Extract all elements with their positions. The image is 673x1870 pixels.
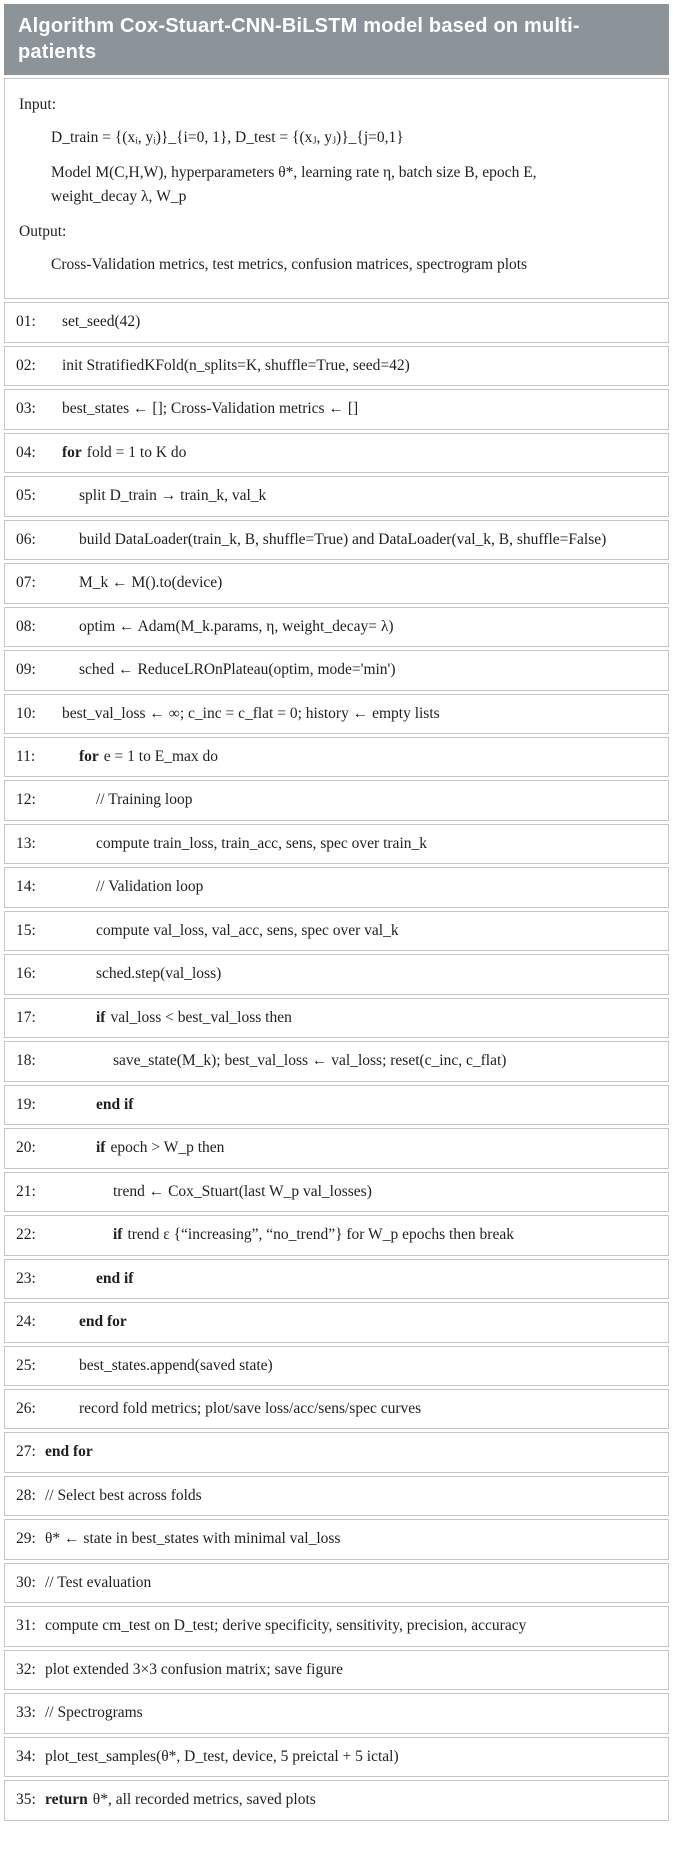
line-content xyxy=(45,398,658,420)
input-line: Model M(C,H,W), hyperparameters θ*, learning rate η, batch size B, epoch E, weight_decay λ, W_p xyxy=(51,164,537,205)
line-content xyxy=(45,1615,658,1637)
algorithm-line xyxy=(4,1215,669,1255)
line-content xyxy=(45,920,658,942)
algorithm-line xyxy=(4,1128,669,1168)
algorithm-line xyxy=(4,1476,669,1516)
line-number: 24: xyxy=(16,1313,36,1331)
line-content xyxy=(45,1050,658,1072)
line-number: 06: xyxy=(16,530,36,548)
line-number: 19: xyxy=(16,1095,36,1113)
line-text: best_states ← []; Cross-Validation metrics ← [] xyxy=(62,400,359,418)
line-content xyxy=(45,1007,658,1029)
line-content xyxy=(45,1137,658,1159)
line-text: trend ε {“increasing”, “no_trend”} for W_p epochs then break xyxy=(127,1226,514,1244)
algorithm-line xyxy=(4,1519,669,1559)
algorithm-line xyxy=(4,607,669,647)
line-content xyxy=(45,1441,658,1463)
line-number: 08: xyxy=(16,617,36,635)
algorithm-line xyxy=(4,1606,669,1646)
line-text: sched ← ReduceLROnPlateau(optim, mode='min') xyxy=(79,661,396,679)
line-content xyxy=(45,1746,658,1768)
input-label: Input: xyxy=(19,95,57,113)
line-text: optim ← Adam(M_k.params, η, weight_decay= λ) xyxy=(79,617,394,635)
line-text: e = 1 to E_max do xyxy=(103,747,219,765)
input-line: D_train = {(xᵢ, yᵢ)}_{i=0, 1}, D_test = {(xⱼ, yⱼ)}_{j=0,1} xyxy=(51,129,404,147)
line-number: 35: xyxy=(16,1791,36,1809)
line-number: 27: xyxy=(16,1443,36,1461)
line-content xyxy=(45,746,658,768)
line-text: θ* ← state in best_states with minimal val_loss xyxy=(45,1530,341,1548)
line-content xyxy=(45,1789,658,1811)
line-number: 22: xyxy=(16,1226,36,1244)
line-text: // Validation loop xyxy=(96,878,204,896)
line-number: 29: xyxy=(16,1530,36,1548)
line-number: 02: xyxy=(16,356,36,374)
line-content xyxy=(45,963,658,985)
keyword: if xyxy=(96,1008,106,1026)
line-text: sched.step(val_loss) xyxy=(96,965,222,983)
algorithm-line xyxy=(4,1259,669,1299)
algorithm-line xyxy=(4,1085,669,1125)
line-text: plot extended 3×3 confusion matrix; save figure xyxy=(45,1660,343,1678)
line-content xyxy=(45,876,658,898)
keyword: end for xyxy=(79,1313,127,1331)
keyword: end for xyxy=(45,1443,93,1461)
algorithm-line xyxy=(4,389,669,429)
line-text: record fold metrics; plot/save loss/acc/sens/spec curves xyxy=(79,1400,422,1417)
line-number: 16: xyxy=(16,965,36,983)
io-section xyxy=(4,78,669,300)
line-content xyxy=(45,703,658,725)
line-content xyxy=(45,1702,658,1724)
line-number: 14: xyxy=(16,878,36,896)
line-text: compute val_loss, val_acc, sens, spec over val_k xyxy=(96,921,399,939)
algorithm-rows xyxy=(4,302,669,1820)
line-number: 10: xyxy=(16,704,36,722)
line-text: init StratifiedKFold(n_splits=K, shuffle=True, seed=42) xyxy=(62,356,410,374)
line-number: 09: xyxy=(16,661,36,679)
algorithm-line xyxy=(4,824,669,864)
algorithm-line xyxy=(4,1346,669,1386)
line-number: 21: xyxy=(16,1182,36,1200)
line-text: best_states.append(saved state) xyxy=(79,1356,273,1374)
keyword: for xyxy=(79,747,99,765)
algorithm-line xyxy=(4,1693,669,1733)
line-number: 23: xyxy=(16,1269,36,1287)
line-content xyxy=(45,1659,658,1681)
algorithm-line xyxy=(4,520,669,560)
line-text: build DataLoader(train_k, B, shuffle=True) and DataLoader(val_k, B, shuffle=False) xyxy=(79,530,607,548)
line-content xyxy=(45,442,658,464)
algorithm-line xyxy=(4,867,669,907)
line-number: 33: xyxy=(16,1704,36,1722)
line-content xyxy=(45,1224,658,1246)
line-text: set_seed(42) xyxy=(62,313,141,331)
algorithm-line xyxy=(4,694,669,734)
line-text: val_loss < best_val_loss then xyxy=(110,1008,292,1026)
algorithm-line xyxy=(4,650,669,690)
algorithm-line xyxy=(4,1041,669,1081)
line-content xyxy=(45,1572,658,1594)
line-number: 05: xyxy=(16,487,36,505)
line-text: fold = 1 to K do xyxy=(86,443,187,461)
line-number: 07: xyxy=(16,574,36,592)
algorithm-line xyxy=(4,476,669,516)
algorithm-line xyxy=(4,1432,669,1472)
line-number: 34: xyxy=(16,1747,36,1765)
line-content xyxy=(45,1181,658,1203)
line-content xyxy=(45,1355,658,1377)
keyword: end if xyxy=(96,1269,134,1287)
line-number: 01: xyxy=(16,313,36,331)
keyword: for xyxy=(62,443,82,461)
line-number: 20: xyxy=(16,1139,36,1157)
line-content xyxy=(45,355,658,377)
line-number: 03: xyxy=(16,400,36,418)
line-content xyxy=(45,1094,658,1116)
algorithm-line xyxy=(4,998,669,1038)
line-number: 31: xyxy=(16,1617,36,1635)
output-line: Cross-Validation metrics, test metrics, confusion matrices, spectrogram plots xyxy=(51,256,528,274)
algorithm-line xyxy=(4,1650,669,1690)
algorithm-line xyxy=(4,911,669,951)
line-content xyxy=(45,659,658,681)
line-content xyxy=(45,529,658,551)
algorithm-line xyxy=(4,1172,669,1212)
algorithm-line xyxy=(4,1737,669,1777)
algorithm-line xyxy=(4,346,669,386)
algorithm-line xyxy=(4,1563,669,1603)
line-content xyxy=(45,1485,658,1507)
line-content xyxy=(45,1268,658,1290)
line-content xyxy=(45,616,658,638)
line-text: compute train_loss, train_acc, sens, spec over train_k xyxy=(96,834,427,852)
output-label: Output: xyxy=(19,222,67,240)
line-text: compute cm_test on D_test; derive specificity, sensitivity, precision, accuracy xyxy=(45,1617,527,1635)
algorithm-line xyxy=(4,302,669,342)
algorithm-line xyxy=(4,1389,669,1429)
line-number: 13: xyxy=(16,834,36,852)
algorithm-line xyxy=(4,780,669,820)
algorithm-line xyxy=(4,433,669,473)
keyword: end if xyxy=(96,1095,134,1113)
line-number: 26: xyxy=(16,1400,36,1417)
line-text: // Spectrograms xyxy=(45,1704,143,1722)
line-number: 32: xyxy=(16,1660,36,1678)
line-text: trend ← Cox_Stuart(last W_p val_losses) xyxy=(113,1182,372,1200)
line-content xyxy=(45,833,658,855)
line-content xyxy=(45,572,658,594)
keyword: if xyxy=(113,1226,123,1244)
keyword: return xyxy=(45,1791,88,1809)
line-content xyxy=(45,1311,658,1333)
algorithm-line xyxy=(4,563,669,603)
line-number: 12: xyxy=(16,791,36,809)
line-number: 15: xyxy=(16,921,36,939)
line-content xyxy=(45,1528,658,1550)
line-number: 11: xyxy=(16,747,36,765)
line-text: // Training loop xyxy=(96,791,193,809)
line-text: // Test evaluation xyxy=(45,1573,152,1591)
algorithm-line xyxy=(4,1780,669,1820)
line-text: epoch > W_p then xyxy=(110,1139,225,1157)
algorithm-line xyxy=(4,1302,669,1342)
line-text: // Select best across folds xyxy=(45,1486,202,1504)
algorithm-figure xyxy=(4,4,669,1821)
line-text: plot_test_samples(θ*, D_test, device, 5 preictal + 5 ictal) xyxy=(45,1747,399,1765)
line-number: 25: xyxy=(16,1356,36,1374)
line-content xyxy=(45,311,658,333)
line-content xyxy=(45,1398,658,1420)
line-text: save_state(M_k); best_val_loss ← val_loss; reset(c_inc, c_flat) xyxy=(113,1052,507,1070)
line-text: M_k ← M().to(device) xyxy=(79,574,223,592)
line-content xyxy=(45,485,658,507)
line-number: 28: xyxy=(16,1486,36,1504)
algorithm-title: Algorithm Cox-Stuart-CNN-BiLSTM model based on multi-patients xyxy=(4,4,669,75)
line-number: 17: xyxy=(16,1008,36,1026)
keyword: if xyxy=(96,1139,106,1157)
line-number: 18: xyxy=(16,1052,36,1070)
line-text: split D_train → train_k, val_k xyxy=(79,487,267,505)
algorithm-line xyxy=(4,954,669,994)
line-text: best_val_loss ← ∞; c_inc = c_flat = 0; history ← empty lists xyxy=(62,704,440,722)
line-number: 30: xyxy=(16,1573,36,1591)
line-text: θ*, all recorded metrics, saved plots xyxy=(92,1791,316,1809)
line-number: 04: xyxy=(16,443,36,461)
line-content xyxy=(45,789,658,811)
algorithm-line xyxy=(4,737,669,777)
